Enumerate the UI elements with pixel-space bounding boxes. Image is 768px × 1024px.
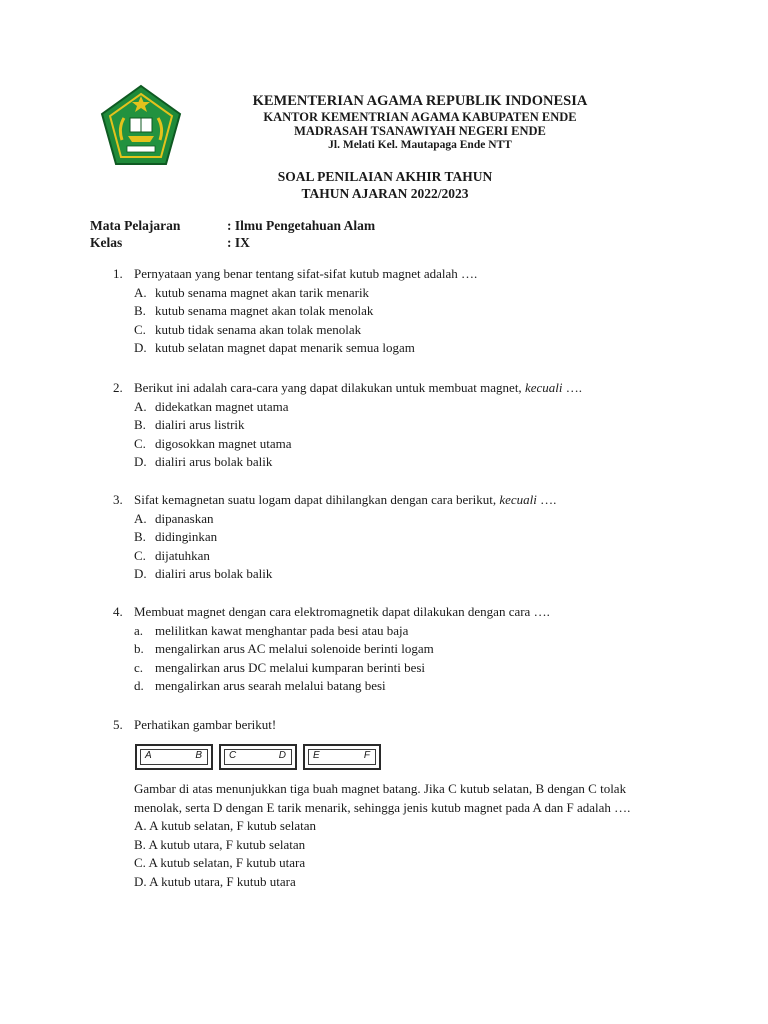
option-a: A. didekatkan magnet utama <box>134 398 289 414</box>
question-stem: Berikut ini adalah cara-cara yang dapat dilakukan untuk membuat magnet, kecuali …. <box>134 380 582 395</box>
class-row <box>90 235 250 251</box>
option-c: C. kutub tidak senama akan tolak menolak <box>134 321 362 337</box>
question-stem: Pernyataan yang benar tentang sifat-sifat kutub magnet adalah …. <box>134 266 478 281</box>
subject-label: Mata Pelajaran <box>90 218 181 233</box>
option-a: A. dipanaskan <box>134 510 214 526</box>
emphasis-kecuali: kecuali <box>524 380 563 395</box>
header-line-2: KANTOR KEMENTRIAN AGAMA KABUPATEN ENDE <box>263 110 577 124</box>
pole-label-f: F <box>363 750 370 761</box>
option-d: d. mengalirkan arus searah melalui batang besi <box>134 678 386 694</box>
exam-year: TAHUN AJARAN 2022/2023 <box>301 186 469 201</box>
pole-label-b: B <box>195 750 202 761</box>
option-d: D. dialiri arus bolak balik <box>134 454 273 470</box>
option-a: A. kutub senama magnet akan tarik menarik <box>134 284 370 300</box>
subject-row <box>90 218 375 234</box>
exam-title: SOAL PENILAIAN AKHIR TAHUN <box>277 169 493 184</box>
question-5 <box>113 716 276 735</box>
header-line-3: MADRASAH TSANAWIYAH NEGERI ENDE <box>294 124 546 138</box>
bar-magnet-1 <box>135 744 213 770</box>
question-number: 3. <box>113 492 123 507</box>
question-2 <box>113 379 582 472</box>
pole-label-c: C <box>229 750 237 761</box>
option-b: B. A kutub utara, F kutub selatan <box>134 836 306 852</box>
header-line-1: KEMENTERIAN AGAMA REPUBLIK INDONESIA <box>252 93 588 109</box>
question-stem: Sifat kemagnetan suatu logam dapat dihilangkan dengan cara berikut, kecuali …. <box>134 492 557 507</box>
emphasis-kecuali: kecuali <box>499 492 537 507</box>
pole-label-e: E <box>313 750 320 761</box>
class-label: Kelas <box>90 235 123 250</box>
question-number: 4. <box>113 604 123 619</box>
bar-magnet-3 <box>303 744 381 770</box>
option-b: B. kutub senama magnet akan tolak menolak <box>134 303 374 319</box>
option-c: C. digosokkan magnet utama <box>134 435 292 451</box>
option-c: C. dijatuhkan <box>134 547 210 563</box>
header-address: Jl. Melati Kel. Mautapaga Ende NTT <box>328 139 512 151</box>
pole-label-d: D <box>278 750 286 761</box>
question-1 <box>113 265 477 358</box>
option-d: D. A kutub utara, F kutub utara <box>134 873 296 889</box>
question-5-description: Gambar di atas menunjukkan tiga buah magnet batang. Jika C kutub selatan, B dengan C tolak menolak, serta D dengan E tarik menarik, sehingga jenis kutub magnet pada A dan F adalah …. <box>134 781 631 815</box>
option-b: B. didinginkan <box>134 529 218 545</box>
question-4 <box>113 603 550 696</box>
option-d: D. kutub selatan magnet dapat menarik semua logam <box>134 340 415 356</box>
option-b: B. dialiri arus listrik <box>134 417 245 433</box>
question-number: 2. <box>113 380 123 395</box>
question-number: 1. <box>113 266 123 281</box>
option-b: b. mengalirkan arus AC melalui solenoide berinti logam <box>134 641 434 657</box>
question-5-options <box>134 817 316 891</box>
pole-label-a: A <box>145 750 152 761</box>
option-d: D. dialiri arus bolak balik <box>134 566 273 582</box>
class-value: : IX <box>227 235 250 250</box>
question-3 <box>113 491 556 584</box>
bar-magnet-2 <box>219 744 297 770</box>
subject-value: : Ilmu Pengetahuan Alam <box>227 218 376 233</box>
question-number: 5. <box>113 717 123 732</box>
bar-magnets-figure <box>135 744 380 772</box>
option-a: a. melilitkan kawat menghantar pada besi atau baja <box>134 622 409 638</box>
option-c: c. mengalirkan arus DC melalui kumparan berinti besi <box>134 659 426 675</box>
question-stem: Perhatikan gambar berikut! <box>134 717 277 732</box>
question-stem: Membuat magnet dengan cara elektromagnetik dapat dilakukan dengan cara …. <box>134 604 550 619</box>
option-a: A. A kutub selatan, F kutub selatan <box>134 818 316 833</box>
option-c: C. A kutub selatan, F kutub utara <box>134 855 306 871</box>
